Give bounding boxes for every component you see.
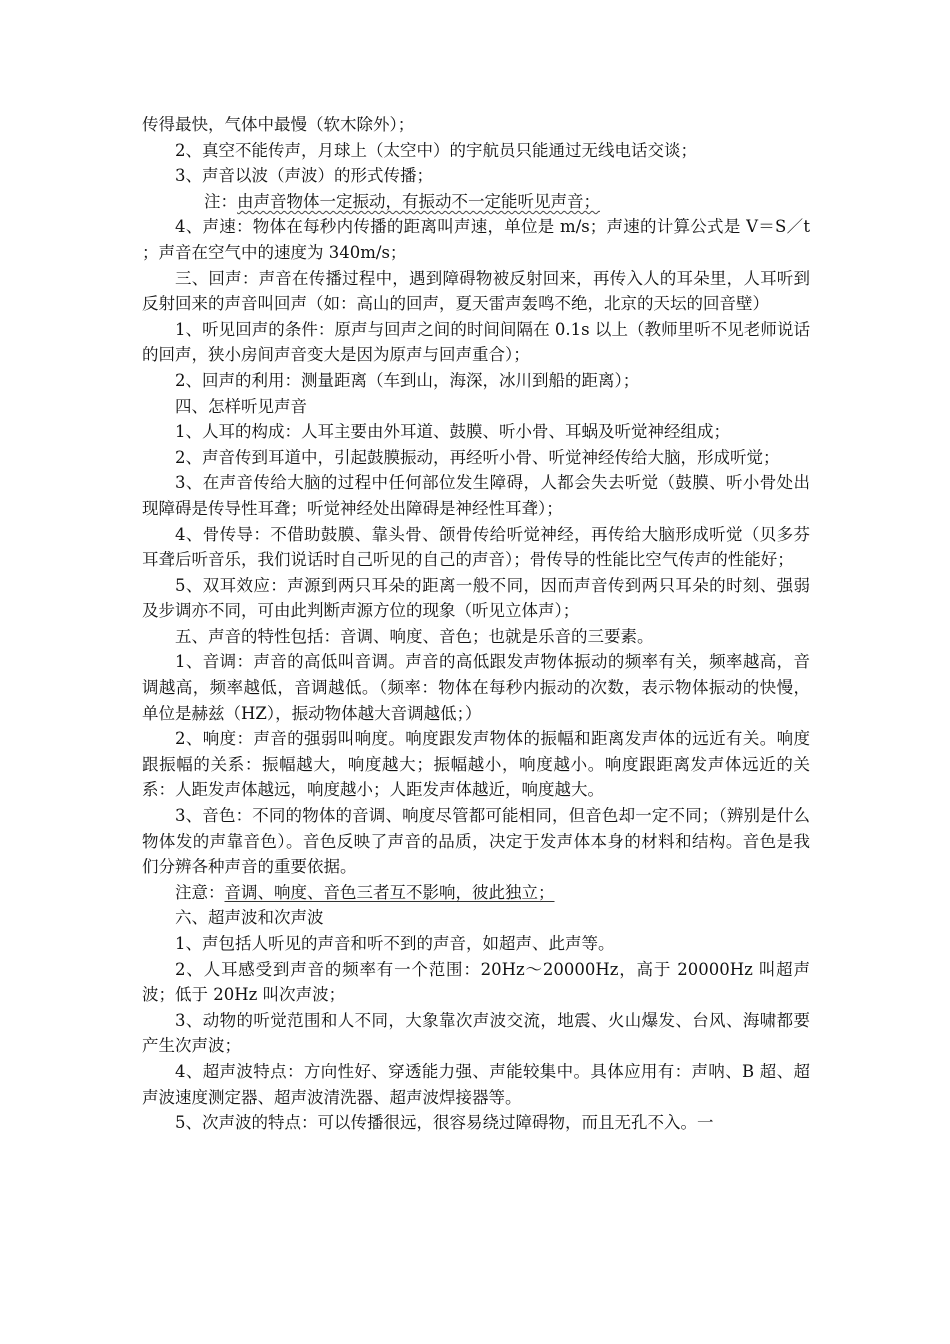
paragraph-echo-condition: 1、听见回声的条件：原声与回声之间的时间间隔在 0.1s 以上（教师里听不见老师说话的回声，狭小房间声音变大是因为原声与回声重合）；: [142, 319, 810, 365]
paragraph-continuation: 传得最快，气体中最慢（软木除外）；: [142, 115, 415, 134]
document-body: [142, 112, 810, 1136]
paragraph-vacuum: 2、真空不能传声，月球上（太空中）的宇航员只能通过无线电话交谈；: [175, 140, 697, 160]
note-independence-text: 音调、响度、音色三者互不影响，彼此独立；: [224, 882, 555, 902]
note-label: 注意：: [175, 882, 225, 902]
note-independence: [142, 880, 810, 906]
paragraph-ear-structure: 1、人耳的构成：人耳主要由外耳道、鼓膜、听小骨、耳蜗及听觉神经组成；: [175, 422, 730, 442]
paragraph-pitch: 1、音调：声音的高低叫音调。声音的高低跟发声物体振动的频率有关，频率越高，音调越高，频率越低，音调越低。（频率：物体在每秒内振动的次数，表示物体振动的快慢，单位是赫兹（HZ），振动物体越大音调越低；）: [142, 652, 810, 723]
paragraph-sound-wave: 3、声音以波（声波）的形式传播；: [175, 166, 433, 186]
paragraph-timbre: 3、音色：不同的物体的音调、响度尽管都可能相同，但音色却一定不同；（辨别是什么物体发的声靠音色）。音色反映了声音的品质，决定于发声体本身的材料和结构。音色是我们分辨各种声音的重要依据。: [142, 806, 810, 877]
note-vibration: [142, 189, 810, 215]
note-vibration-text: 由声音物体一定振动，有振动不一定能听见声音；: [237, 191, 600, 211]
paragraph-deafness: 3、在声音传给大脑的过程中任何部位发生障碍，人都会失去听觉（鼓膜、听小骨处出现障碍是传导性耳聋；听觉神经处出障碍是神经性耳聋）；: [142, 473, 810, 518]
paragraph-loudness: 2、响度：声音的强弱叫响度。响度跟发声物体的振幅和距离发声体的远近有关。响度跟振幅的关系：振幅越大，响度越大；振幅越小，响度越小。响度跟距离发声体远近的关系：人距发声体越远，响度越小；人距发声体越近，响度越大。: [142, 729, 810, 800]
heading-ultrasound-infrasound: 六、超声波和次声波: [175, 908, 324, 928]
paragraph-echo-use: 2、回声的利用：测量距离（车到山，海深，冰川到船的距离）；: [175, 370, 640, 390]
paragraph-frequency-range: 2、人耳感受到声音的频率有一个范围：20Hz～20000Hz，高于 20000Hz 叫超声波；低于 20Hz 叫次声波；: [142, 959, 810, 1005]
paragraph-animal-hearing: 3、动物的听觉范围和人不同，大象靠次声波交流，地震、火山爆发、台风、海啸都要产生次声波；: [142, 1010, 810, 1056]
paragraph-sound-speed: 4、声速：物体在每秒内传播的距离叫声速，单位是 m/s；声速的计算公式是 V＝S／t ；声音在空气中的速度为 340m/s；: [142, 217, 810, 262]
note-label: 注：: [204, 191, 237, 211]
paragraph-bone-conduction: 4、骨传导：不借助鼓膜、靠头骨、颌骨传给听觉神经，再传给大脑形成听觉（贝多芬耳聋后听音乐，我们说话时自己听见的自己的声音）；骨传导的性能比空气传声的性能好；: [142, 524, 810, 570]
paragraph-ultrasound-features: 4、超声波特点：方向性好、穿透能力强、声能较集中。具体应用有：声呐、B 超、超声波速度测定器、超声波清洗器、超声波焊接器等。: [142, 1061, 810, 1107]
heading-hearing: 四、怎样听见声音: [175, 396, 307, 416]
paragraph-binaural-effect: 5、双耳效应：声源到两只耳朵的距离一般不同，因而声音传到两只耳朵的时刻、强弱及步调亦不同，可由此判断声源方位的现象（听见立体声）；: [142, 575, 810, 621]
heading-sound-characteristics: 五、声音的特性包括：音调、响度、音色；也就是乐音的三要素。: [175, 626, 654, 646]
heading-echo: 三、回声：声音在传播过程中，遇到障碍物被反射回来，再传入人的耳朵里，人耳听到反射回来的声音叫回声（如：高山的回声，夏天雷声轰鸣不绝，北京的天坛的回音壁）: [142, 268, 810, 314]
paragraph-sound-range: 1、声包括人听见的声音和听不到的声音，如超声、此声等。: [175, 934, 615, 953]
paragraph-hearing-process: 2、声音传到耳道中，引起鼓膜振动，再经听小骨、听觉神经传给大脑，形成听觉；: [175, 447, 780, 467]
paragraph-infrasound-features: 5、次声波的特点：可以传播很远，很容易绕过障碍物，而且无孔不入。一: [175, 1113, 714, 1133]
